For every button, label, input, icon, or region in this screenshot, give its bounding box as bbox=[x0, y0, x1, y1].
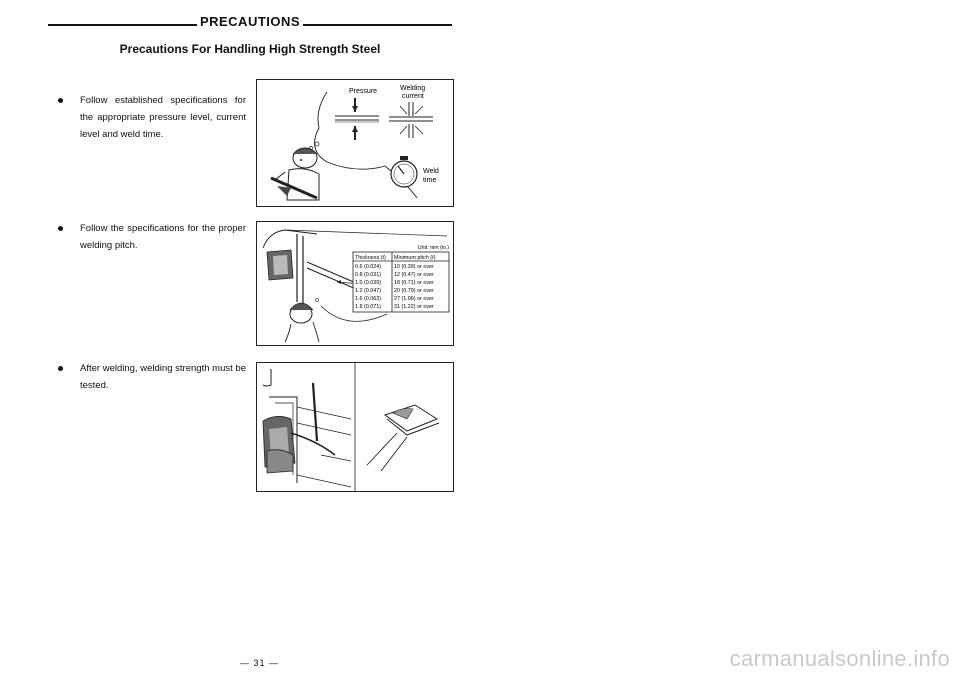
table-cell-pitch: 27 (1.06) or over bbox=[394, 296, 434, 302]
table-cell-thickness: 1.8 (0.071) bbox=[355, 304, 382, 310]
label-current: current bbox=[402, 93, 424, 100]
label-time: time bbox=[423, 177, 437, 184]
table-cell-thickness: 1.2 (0.047) bbox=[355, 288, 382, 294]
header-title: PRECAUTIONS bbox=[197, 14, 303, 29]
header-title-wrap bbox=[48, 14, 452, 29]
label-weld: Weld bbox=[423, 168, 439, 175]
bullet-item-1 bbox=[58, 92, 246, 143]
page-header bbox=[48, 14, 452, 34]
label-pressure: Pressure bbox=[349, 88, 378, 95]
welding-specs-illustration bbox=[257, 80, 453, 206]
bullet-dot-icon bbox=[58, 366, 63, 371]
table-cell-thickness: 0.6 (0.024) bbox=[355, 264, 382, 270]
strength-test-illustration bbox=[257, 363, 453, 491]
bullet-dot-icon bbox=[58, 98, 63, 103]
bullet-text: Follow established specifications for the appropriate pressure level, current level and weld time. bbox=[80, 95, 246, 140]
section-subtitle: Precautions For Handling High Strength Steel bbox=[119, 42, 381, 56]
table-cell-thickness: 1.0 (0.039) bbox=[355, 280, 382, 286]
label-welding: Welding bbox=[400, 85, 426, 92]
table-cell-pitch: 20 (0.79) or over bbox=[394, 288, 434, 294]
bullet-dot-icon bbox=[58, 226, 63, 231]
welding-pitch-illustration bbox=[257, 222, 453, 345]
figure-welding-pitch bbox=[256, 221, 454, 346]
table-header-thickness: Thickness (t) bbox=[355, 255, 386, 261]
table-header-pitch: Minimum pitch (ℓ) bbox=[394, 255, 436, 261]
table-cell-pitch: 12 (0.47) or over bbox=[394, 272, 434, 278]
table-cell-pitch: 31 (1.22) or over bbox=[394, 304, 434, 310]
figure-strength-test bbox=[256, 362, 454, 492]
figure-welding-specs bbox=[256, 79, 454, 207]
bullet-item-2 bbox=[58, 220, 246, 254]
watermark: carmanualsonline.info bbox=[729, 646, 950, 671]
bullet-item-3 bbox=[58, 360, 246, 394]
bullet-text: Follow the specifications for the proper welding pitch. bbox=[80, 223, 246, 251]
page-number: — 31 — bbox=[240, 658, 280, 668]
unit-label: Unit: mm (in.) bbox=[417, 245, 449, 251]
table-cell-pitch: 10 (0.39) or over bbox=[394, 264, 434, 270]
bullet-text: After welding, welding strength must be tested. bbox=[80, 363, 246, 391]
table-cell-thickness: 0.8 (0.031) bbox=[355, 272, 382, 278]
table-cell-thickness: 1.6 (0.063) bbox=[355, 296, 382, 302]
table-cell-pitch: 18 (0.71) or over bbox=[394, 280, 434, 286]
pitch-table bbox=[353, 252, 449, 312]
